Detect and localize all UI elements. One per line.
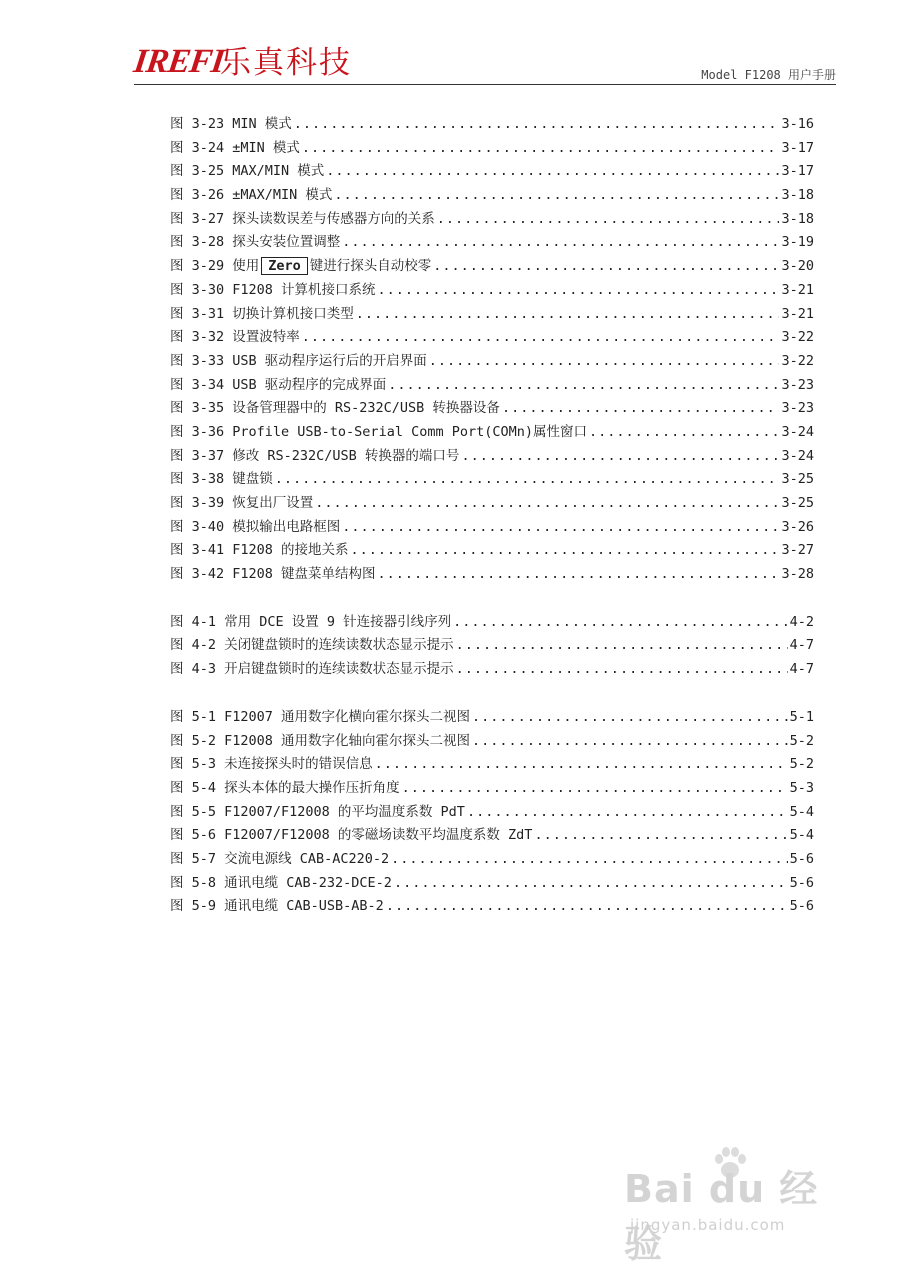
toc-entry[interactable]: 图 5-7 交流电源线 CAB-AC220-2 ..... 5-6 (170, 848, 814, 872)
toc-entry[interactable]: 图 3-41 F1208 的接地关系 ..... 3-27 (170, 539, 814, 563)
toc-entry[interactable]: 图 4-3 开启键盘锁时的连续读数状态显示提示 ..... 4-7 (170, 658, 814, 682)
toc-entry[interactable]: 图 3-31 切换计算机接口类型 ..... 3-21 (170, 303, 814, 327)
toc-entry[interactable]: 图 5-3 未连接探头时的错误信息 ..... 5-2 (170, 753, 814, 777)
page-header (0, 0, 904, 90)
toc-entry[interactable]: 图 3-25 MAX/MIN 模式 ..... 3-17 (170, 160, 814, 184)
toc-entry[interactable]: 图 4-1 常用 DCE 设置 9 针连接器引线序列 ..... 4-2 (170, 611, 814, 635)
toc-entry[interactable]: 图 3-34 USB 驱动程序的完成界面 ..... 3-23 (170, 374, 814, 398)
toc-entry[interactable]: 图 3-35 设备管理器中的 RS-232C/USB 转换器设备 ..... 3-23 (170, 397, 814, 421)
toc-entry[interactable]: 图 5-1 F12007 通用数字化横向霍尔探头二视图 ..... 5-1 (170, 706, 814, 730)
toc-entry[interactable]: 图 5-4 探头本体的最大操作压折角度 ..... 5-3 (170, 777, 814, 801)
manual-title: Model F1208 用户手册 (701, 68, 836, 82)
toc-entry[interactable]: 图 3-29 使用 Zero 键进行探头自动校零 ..... 3-20 (170, 255, 814, 279)
toc-entry[interactable]: 图 5-9 通讯电缆 CAB-USB-AB-2 ..... 5-6 (170, 895, 814, 919)
toc-entry[interactable]: 图 3-32 设置波特率 ..... 3-22 (170, 326, 814, 350)
section-gap (170, 587, 814, 611)
baidu-watermark (624, 1150, 844, 1266)
toc-entry[interactable]: 图 5-6 F12007/F12008 的零磁场读数平均温度系数 ZdT ..... 5-4 (170, 824, 814, 848)
header-divider (134, 84, 836, 85)
company-name: 乐真科技 (220, 45, 352, 81)
toc-entry[interactable]: 图 3-37 修改 RS-232C/USB 转换器的端口号 ..... 3-24 (170, 445, 814, 469)
toc-entry[interactable]: 图 3-30 F1208 计算机接口系统 ..... 3-21 (170, 279, 814, 303)
toc-entry[interactable]: 图 3-36 Profile USB-to-Serial Comm Port(COMn)属性窗口 ..... 3-24 (170, 421, 814, 445)
zero-key: Zero (261, 257, 308, 275)
toc-entry[interactable]: 图 5-5 F12007/F12008 的平均温度系数 PdT ..... 5-4 (170, 801, 814, 825)
irefi-logo: IREFI (131, 43, 227, 80)
toc-entry[interactable]: 图 3-40 模拟输出电路框图 ..... 3-26 (170, 516, 814, 540)
toc-entry[interactable]: 图 5-8 通讯电缆 CAB-232-DCE-2 ..... 5-6 (170, 872, 814, 896)
toc-entry[interactable]: 图 3-38 键盘锁 ..... 3-25 (170, 468, 814, 492)
section-gap (170, 682, 814, 706)
toc-entry[interactable]: 图 3-26 ±MAX/MIN 模式 ..... 3-18 (170, 184, 814, 208)
toc-entry[interactable]: 图 4-2 关闭键盘锁时的连续读数状态显示提示 ..... 4-7 (170, 634, 814, 658)
toc-entry[interactable]: 图 3-39 恢复出厂设置 ..... 3-25 (170, 492, 814, 516)
toc-entry[interactable]: 图 3-33 USB 驱动程序运行后的开启界面 ..... 3-22 (170, 350, 814, 374)
toc-entry[interactable]: 图 3-27 探头读数误差与传感器方向的关系 ..... 3-18 (170, 208, 814, 232)
toc-entry[interactable]: 图 3-42 F1208 键盘菜单结构图 ..... 3-28 (170, 563, 814, 587)
toc-entry[interactable]: 图 3-28 探头安装位置调整 ..... 3-19 (170, 231, 814, 255)
toc-entry[interactable]: 图 5-2 F12008 通用数字化轴向霍尔探头二视图 ..... 5-2 (170, 730, 814, 754)
watermark-brand: Bai du 经验 (624, 1167, 819, 1266)
toc-entry[interactable]: 图 3-24 ±MIN 模式 ..... 3-17 (170, 137, 814, 161)
toc-entry[interactable]: 图 3-23 MIN 模式 ..... 3-16 (170, 113, 814, 137)
watermark-url: jingyan.baidu.com (630, 1216, 786, 1234)
figure-list (170, 113, 814, 919)
